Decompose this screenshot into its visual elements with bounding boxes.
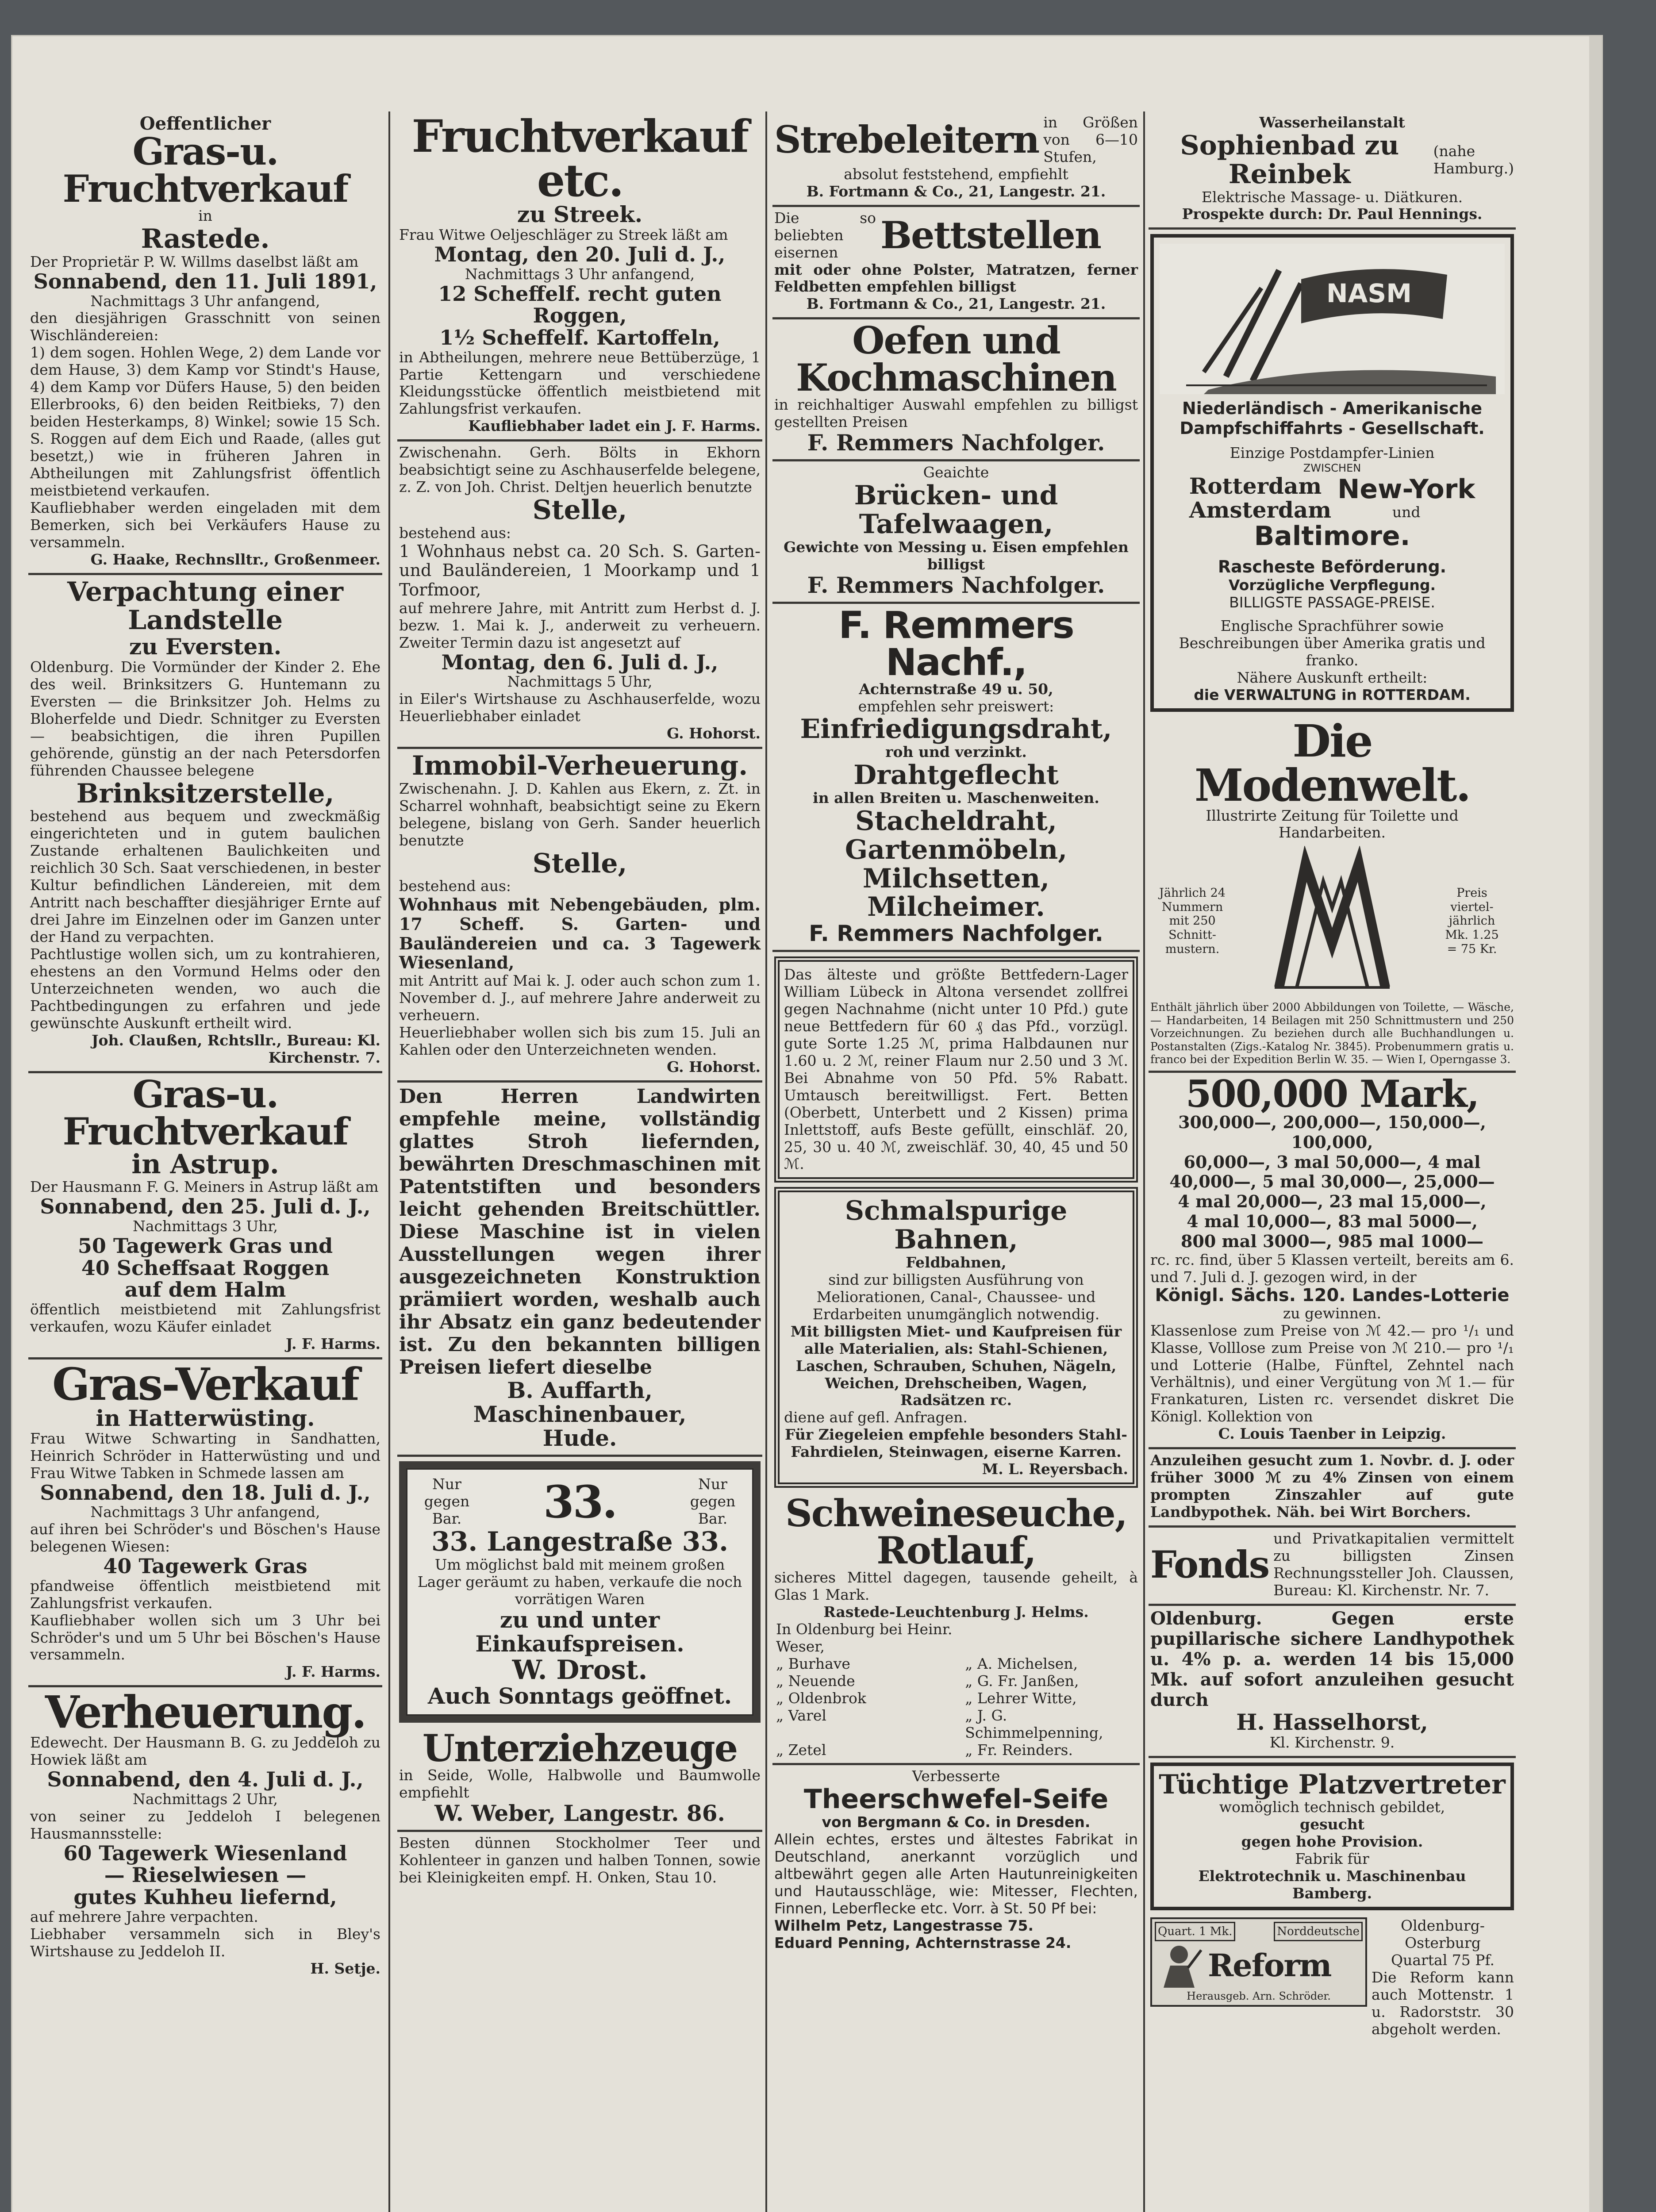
ad-text: pfandweise öffentlich meistbietend mit Zahlungsfrist verkaufen. — [30, 1577, 380, 1612]
ad-text: Geaichte — [923, 464, 989, 481]
ad-text: Nur gegen Bar. — [424, 1475, 470, 1528]
ad-title: Theerschwefel-Seife — [803, 1784, 1109, 1815]
ad-text: empfehlen sehr preiswert: — [858, 697, 1054, 715]
ad-text: gesucht — [1300, 1816, 1364, 1833]
ad-text: Heuerliebhaber wollen sich bis zum 15. Juli an Kahlen oder den Unterzeichneten wenden. — [399, 1023, 761, 1058]
ad-strebeleitern — [772, 111, 1140, 207]
table-cell: „ Zetel — [776, 1741, 826, 1759]
ad-text: Um möglichst bald mit meinem großen Lager geräumt zu haben, verkaufe die noch vorrätigen Waren — [417, 1555, 742, 1608]
ad-text: auf ihren bei Schröder's und Böschen's Hause belegenen Wiesen: — [30, 1521, 380, 1555]
ad-text: 4 mal 20,000—, 23 mal 15,000—, — [1178, 1191, 1487, 1212]
ad-text: Englische Sprachführer sowie Beschreibungen über Amerika gratis und franko. — [1179, 617, 1486, 669]
ad-text: rc. rc. find, über 5 Klassen verteilt, bereits am 6. und 7. Juli d. J. gezogen wird, in der — [1150, 1251, 1514, 1286]
ad-text: in allen Breiten u. Maschenweiten. — [813, 789, 1099, 806]
newspaper-page — [12, 36, 1602, 2212]
ad-theerschwefel-seife — [772, 1765, 1140, 1956]
table-cell: „ Neuende — [776, 1672, 855, 1690]
ad-date: Sonnabend, den 4. Juli d. J., — [47, 1767, 364, 1792]
ad-item: Milchsetten, — [862, 863, 1050, 894]
ad-subtitle: zu Streek. — [517, 201, 643, 227]
ad-text: Oldenburg. Die Vormünder der Kinder 2. Ehe des weil. Brinksitzers G. Huntemann zu Eversten — die Brinksitzer Joh. Helms zu Bloherfelde und Diedr. Schnitger zu Eversten — beabsichtigen, die ihren Pupillen gehörende, günstig an der nach Petersdorfen führenden Chaussee belegene — [30, 658, 380, 779]
ad-bettfedern — [774, 956, 1138, 1183]
ad-fonds — [1149, 1528, 1516, 1606]
ad-title: Verheuerung. — [45, 1686, 366, 1739]
ad-route: New-York — [1337, 474, 1475, 505]
ad-drost — [399, 1461, 761, 1723]
ad-title: Tüchtige Platzvertreter — [1159, 1769, 1506, 1800]
ad-text: Niederländisch - Amerikanische — [1182, 399, 1483, 419]
ad-title: Verpachtung einer Landstelle — [67, 576, 343, 636]
ad-title: Gras-u. Fruchtverkauf — [62, 1072, 348, 1153]
ad-bettstellen — [772, 207, 1140, 320]
ad-caption: Herausgeb. Arn. Schröder. — [1187, 1990, 1331, 2003]
ad-text: sicheres Mittel dagegen, tausende geheilt, à Glas 1 Mark. — [774, 1569, 1138, 1604]
column-3 — [772, 111, 1140, 2212]
ad-text: Einzige Postdampfer-Linien — [1230, 444, 1435, 462]
ad-badge: Norddeutsche — [1274, 1922, 1363, 1941]
ad-signature: H. Hasselhorst, — [1236, 1709, 1428, 1735]
ad-badge: Quart. 1 Mk. — [1155, 1922, 1235, 1941]
ad-item: Gartenmöbeln, — [845, 834, 1068, 865]
modenwelt-logo-icon — [1266, 846, 1399, 996]
ad-immobil-verheuerung — [397, 749, 762, 1083]
ad-text: öffentlich meistbietend mit Zahlungsfrist verkaufen, wozu Käufer einladet — [30, 1300, 380, 1335]
ad-text: Enthält jährlich über 2000 Abbildungen von Toilette, — Wäsche, — Handarbeiten, 14 Beilagen mit 250 Schnittmustern und 250 Vorzeichnungen. Zu beziehen durch alle Buchhandlungen u. Postanstalten (Zigs.-Katalog Nr. 3845). Probenummern gratis u. franco bei der Expedition Berlin W. 35. — Wien I, Operngasse 3. — [1150, 1001, 1514, 1066]
ad-gras-fruchtverkauf-rastede — [28, 111, 382, 575]
ad-waagen — [772, 461, 1140, 603]
ad-signature: F. Remmers Nachfolger. — [807, 430, 1105, 456]
ad-title: Bettstellen — [880, 213, 1101, 257]
ad-signature: H. Setje. — [310, 1959, 380, 1977]
ad-text: in Seide, Wolle, Halbwolle und Baumwolle empfiehlt — [399, 1767, 761, 1801]
ad-text: Besten dünnen Stockholmer Teer und Kohlenteer in ganzen und halben Tonnen, sowie bei Kleinigkeiten empf. H. Onken, Stau 10. — [399, 1834, 761, 1886]
ad-text: Der Hausmann F. G. Meiners in Astrup läßt am — [30, 1178, 379, 1196]
ad-text: Die so beliebten eisernen — [774, 209, 876, 261]
ad-title: Unterziehzeuge — [422, 1726, 738, 1770]
ad-text: 300,000—, 200,000—, 150,000—, — [1178, 1112, 1486, 1132]
ad-text: Zwischenahn. Gerh. Bölts in Ekhorn beabsichtigt seine zu Aschhauserfelde belegene, z. Z. von Joh. Christ. Deltjen heuerlich benutzte — [399, 444, 761, 496]
ad-text: auf mehrere Jahre verpachten. — [30, 1908, 258, 1925]
ad-text: absolut feststehend, empfiehlt — [844, 165, 1068, 183]
ad-text: Anzuleihen gesucht zum 1. Novbr. d. J. oder früher 3000 ℳ zu 4% Zinsen von einem prompten Zinszahler auf gute Landbypothek. Näh. bei Wirt Borchers. — [1150, 1452, 1514, 1521]
ad-signature: B. Fortmann & Co., 21, Langestr. 21. — [806, 182, 1106, 200]
table-row — [774, 1673, 1138, 1690]
ad-platzvertreter — [1150, 1763, 1514, 1910]
ad-stelle-zwischenahn — [397, 442, 762, 749]
ad-signature: J. F. Harms. — [285, 1335, 380, 1352]
ad-time: Nachmittags 5 Uhr, — [507, 673, 653, 691]
ad-text: mit Antritt auf Mai k. J. oder auch schon zum 1. November d. J., auf mehrere Jahre anderweit zu verheuern. — [399, 972, 761, 1024]
ad-landhypothek — [1149, 1606, 1516, 1758]
ship-illustration — [1158, 244, 1506, 394]
ad-date: Montag, den 20. Juli d. J., — [434, 242, 726, 266]
ad-text: mit oder ohne Polster, Matratzen, ferner Feldbetten empfehlen billigst — [774, 261, 1138, 296]
ad-signature: Kl. Kirchenstr. 9. — [1269, 1733, 1395, 1751]
ad-signature: W. Weber, Langestr. 86. — [434, 1800, 725, 1827]
reform-logo: Reform — [1208, 1947, 1331, 1984]
ad-verpachtung-landstelle — [28, 575, 382, 1073]
ad-time: Nachmittags 3 Uhr anfangend, — [90, 292, 320, 310]
ad-text: Nähere Auskunft ertheilt: — [1237, 668, 1428, 686]
ad-name: W. Drost. — [512, 1654, 648, 1686]
herald-figure-icon — [1155, 1941, 1203, 1990]
ad-text: Das älteste und größte Bettfedern-Lager William Lübeck in Altona versendet zollfrei gegen Nachnahme (nicht unter 10 Pfd.) gute neue Bettfedern für 60 ₰ das Pfd., vorzügl. gute Sorte 1.25 ℳ, prima Halbdaunen nur 1.60 u. 2 ℳ, reiner Flaum nur 2.50 und 3 ℳ. Bei Abnahme von 50 Pfd. 5% Rabatt. Umtausch bereitwilligst. Fert. Betten (Oberbett, Unterbett und 2 Kissen) prima Inlettstoff, aufs Beste gefüllt, einschläf. 20, 25, 30 u. 40 ℳ, zweischläf. 30, 40, 45 und 50 ℳ. — [784, 966, 1128, 1173]
column-2 — [397, 111, 762, 2212]
ad-heading: Stelle, — [532, 848, 627, 879]
ad-title: Die Modenwelt. — [1194, 714, 1470, 811]
ad-text: und Privatkapitalien vermittelt zu billigsten Zinsen Rechnungssteller Joh. Claussen, Bureau: Kl. Kirchenstr. Nr. 7. — [1273, 1529, 1514, 1599]
column-rule — [388, 111, 390, 2212]
ad-text: 4 mal 10,000—, 83 mal 5000—, — [1187, 1211, 1478, 1232]
ad-heading: Königl. Sächs. 120. Landes-Lotterie — [1155, 1285, 1510, 1306]
ad-text: auf mehrere Jahre, mit Antritt zum Herbst d. J. bezw. 1. Mai k. J., anderweit zu verheuern. Zweiter Termin dazu ist angesetzt auf — [399, 599, 761, 651]
ad-anzuleihen — [1149, 1449, 1516, 1528]
ad-text: Pachtlustige wollen sich, um zu kontrahieren, ehestens an den Vormund Helms oder den Unterzeichneten wenden, wo auch die Pachtbedingungen zu erfahren und jede gewünschte Auskunft ertheilt wird. — [30, 945, 380, 1032]
ad-item: Einfriedigungsdraht, — [800, 714, 1112, 745]
ad-title: Strebeleitern — [774, 118, 1039, 162]
ad-text: bestehend aus: — [399, 877, 511, 895]
ad-pretitle: Oeffentlicher — [139, 113, 271, 134]
ad-title: Brücken- und Tafelwaagen, — [854, 480, 1058, 540]
ad-text: sind zur billigsten Ausführung von Meliorationen, Canal-, Chaussee- und Erdarbeiten unumgänglich notwendig. — [812, 1271, 1100, 1323]
ad-text: mustern. — [1165, 942, 1220, 956]
table-row — [774, 1742, 1138, 1759]
ad-text: Vorzügliche Verpflegung. — [1228, 576, 1436, 594]
table-cell: „ Oldenbrok — [776, 1689, 866, 1707]
ad-nasm-shipping — [1150, 234, 1514, 711]
ad-signature: Wilhelm Petz, Langestrasse 75. — [774, 1916, 1034, 1934]
ad-signature: Eduard Penning, Achternstrasse 24. — [774, 1934, 1072, 1951]
ad-text: bestehend aus: — [399, 524, 511, 541]
ad-text: Klassenlose zum Preise von ℳ 42.— pro ¹/₁ und Klasse, Volllose zum Preise von ℳ 210.— pro ¹/₁ und Lotterie (Halbe, Fünftel, Zehntel nach Verhältnis), und einer Vergütung von ℳ 1.— für Frankaturen, Listen rc. versendet diskret Die Königl. Kollektion von — [1150, 1321, 1514, 1425]
ad-text: Allein echtes, erstes und ältestes Fabrikat in Deutschland, anerkannt vorzüglich und altbewährt gegen alle Arten Hautunreinigkeiten und Hautausschläge, wie: Mitesser, Flechten, Finnen, Leberflecke etc. Vorr. à St. 50 Pf bei: — [774, 1831, 1138, 1917]
ad-item: — Rieselwiesen — — [104, 1863, 307, 1887]
ad-text: roh und verzinkt. — [885, 743, 1027, 761]
ad-item: 40 Scheffsaat Roggen — [81, 1256, 330, 1280]
ad-text: diene auf gefl. Anfragen. — [784, 1409, 968, 1426]
table-row — [774, 1690, 1138, 1707]
ad-subtitle: Feldbahnen, — [906, 1253, 1007, 1271]
ad-text: Gewichte von Messing u. Eisen empfehlen billigst — [784, 538, 1129, 573]
ad-text: Oldenburg-Osterburg — [1401, 1917, 1485, 1952]
ad-text: Zwischenahn. J. D. Kahlen aus Ekern, z. Zt. in Scharrel wohnhaft, beabsichtigt seine zu Ekern belegene, bislang von Gerh. Sander heuerlich benutzte — [399, 780, 761, 849]
ad-text: von Bergmann & Co. in Dresden. — [822, 1813, 1091, 1831]
ad-date: Sonnabend, den 25. Juli d. J., — [40, 1194, 371, 1219]
table-cell: „ J. G. Schimmelpenning, — [965, 1706, 1103, 1741]
ad-title: 500,000 Mark, — [1185, 1071, 1479, 1116]
ad-signature: G. Hohorst. — [667, 725, 761, 742]
ad-text: 800 mal 3000—, 985 mal 1000— — [1180, 1231, 1484, 1251]
table-cell: „ A. Michelsen, — [965, 1655, 1078, 1672]
ad-item: gutes Kuhheu liefernd, — [73, 1885, 337, 1909]
ad-text: Frau Witwe Oeljeschläger zu Streek läßt am — [399, 226, 728, 243]
table-cell: „ Lehrer Witte, — [965, 1689, 1077, 1707]
ad-title: Immobil-Verheuerung. — [411, 750, 748, 782]
ad-text: Quartal 75 Pf. — [1391, 1951, 1495, 1969]
ad-subtitle: Illustrirte Zeitung für Toilette und Handarbeiten. — [1206, 806, 1459, 841]
ad-text: Preis — [1456, 886, 1487, 900]
table-row — [774, 1621, 1138, 1655]
ad-signature: F. Remmers Nachfolger. — [807, 572, 1105, 598]
ad-text: Rastede-Leuchtenburg J. Helms. — [823, 1603, 1089, 1621]
ad-text: jährlich — [1449, 914, 1495, 928]
column-4 — [1149, 111, 1516, 2212]
ad-oefen — [772, 319, 1140, 461]
ad-item: 12 Scheffelf. recht guten Roggen, — [438, 281, 722, 328]
ad-title: Sophienbad zu Reinbek — [1180, 130, 1399, 190]
ad-remmers — [772, 604, 1140, 952]
ad-subtitle: in Astrup. — [131, 1148, 279, 1180]
ad-title: Schmalspurige Bahnen, — [845, 1195, 1068, 1256]
ad-verheuerung — [28, 1687, 382, 1982]
ad-signature: J. F. Harms. — [285, 1663, 380, 1681]
ad-text: Den Herren Landwirten empfehle meine, vollständig glattes Stroh liefernden, bewährten Dreschmaschinen mit Patentstiften und besonders leicht gehenden Breitschüttler. Diese Maschine ist in vielen Ausstellungen wegen ihrer ausgezeichneten Konstruktion prämiiert worden, weshalb auch ihr Absatz ein ganz bedeutender ist. Zu den bekannten billigen Preisen liefert dieselbe — [399, 1085, 761, 1379]
page-edge — [1589, 36, 1602, 2212]
table-cell: „ G. Fr. Janßen, — [965, 1672, 1079, 1690]
ad-text: Kaufliebhaber wollen sich um 3 Uhr bei Schröder's und um 5 Uhr bei Böschen's Hause versammeln. — [30, 1611, 380, 1663]
ad-signature: B. Auffarth, Maschinenbauer, — [473, 1377, 687, 1428]
ad-date: Montag, den 6. Juli d. J., — [441, 650, 718, 674]
ad-time: Nachmittags 2 Uhr, — [132, 1790, 278, 1808]
ad-item: 40 Tagewerk Gras — [103, 1554, 307, 1578]
ad-address: 33. Langestraße 33. — [431, 1526, 729, 1557]
ad-text: von seiner zu Jeddeloh I belegenen Hausmannsstelle: — [30, 1807, 380, 1842]
ad-item: 50 Tagewerk Gras und — [77, 1233, 333, 1258]
ad-signature: Hude. — [542, 1425, 617, 1452]
ad-heading: Brinksitzerstelle, — [76, 778, 334, 809]
ad-text: Nur gegen Bar. — [690, 1475, 736, 1528]
ad-title: Oefen und Kochmaschinen — [796, 319, 1116, 400]
ad-text: Schnitt- — [1168, 928, 1216, 942]
steamship-icon — [1158, 244, 1506, 394]
ad-text: und — [1392, 503, 1421, 521]
table-cell — [963, 1621, 1138, 1655]
ad-text: Die Reform kann auch Mottenstr. 1 u. Radorststr. 30 abgeholt werden. — [1372, 1968, 1514, 2038]
ad-item: Stacheldraht, — [855, 805, 1057, 837]
ad-text: in reichhaltiger Auswahl empfehlen zu billigst gestellten Preisen — [774, 396, 1138, 431]
ad-text: in Abtheilungen, mehrere neue Bettüberzüge, 1 Partie Kettengarn und verschiedene Kleidungsstücke öffentlich meistbietend mit Zahlungsfrist verkaufen. — [399, 348, 761, 418]
ad-text: in — [198, 207, 212, 225]
ad-route: Baltimore. — [1254, 521, 1410, 552]
ad-text: in Eiler's Wirtshause zu Aschhauserfelde, wozu Heuerliebhaber einladet — [399, 690, 761, 725]
ad-text: Oldenburg. Gegen erste pupillarische sichere Landhypothek u. 4% p. a. werden 14 bis 15,000 Mk. auf sofort anzuleihen gesucht durch — [1150, 1608, 1514, 1710]
ad-dreschmaschinen — [397, 1083, 762, 1457]
ad-text: (nahe Hamburg.) — [1433, 142, 1514, 177]
ad-heading: Einkaufspreisen. — [475, 1630, 684, 1657]
ad-time: Nachmittags 3 Uhr anfangend, — [465, 265, 695, 283]
ad-date: Sonnabend, den 11. Juli 1891, — [33, 269, 377, 293]
ad-item: 1½ Scheffelf. Kartoffeln, — [439, 325, 720, 349]
ad-text: Frau Witwe Schwarting in Sandhatten, Heinrich Schröder in Hatterwüsting und und Frau Witwe Tabken in Schmede lassen am — [30, 1429, 380, 1482]
table-cell: „ Varel — [776, 1706, 826, 1724]
ad-text: = 75 Kr. — [1447, 942, 1497, 956]
ad-gras-verkauf — [28, 1359, 382, 1688]
ad-text: 40,000—, 5 mal 30,000—, 25,000— — [1169, 1171, 1495, 1192]
ad-lotterie — [1149, 1073, 1516, 1449]
ad-text: Elektrische Massage- u. Diätkuren. — [1201, 188, 1463, 206]
ad-item: 60 Tagewerk Wiesenland — [63, 1841, 347, 1865]
ad-title: Gras-Verkauf — [52, 1358, 358, 1410]
ad-text: viertel- — [1450, 900, 1494, 914]
ad-time: Nachmittags 3 Uhr, — [132, 1217, 278, 1235]
ad-item: auf dem Halm — [124, 1278, 286, 1302]
ad-reform — [1149, 1915, 1516, 2043]
ad-text: BILLIGSTE PASSAGE-PREISE. — [1229, 593, 1435, 611]
ad-address: Achternstraße 49 u. 50, — [859, 680, 1053, 698]
ad-text: Prospekte durch: Dr. Paul Hennings. — [1182, 205, 1483, 223]
ad-text: ZWISCHEN — [1303, 462, 1361, 474]
ad-text: 60,000—, 3 mal 50,000—, 4 mal — [1183, 1152, 1481, 1172]
ad-text: Liebhaber versammeln sich in Bley's Wirtshause zu Jeddeloh II. — [30, 1925, 380, 1960]
ad-text: mit 250 — [1169, 914, 1216, 928]
ad-text: Mk. 1.25 — [1445, 928, 1499, 942]
ad-modenwelt — [1149, 716, 1516, 1073]
ad-signature: M. L. Reyersbach. — [982, 1460, 1128, 1478]
ad-signature: C. Louis Taenber in Leipzig. — [1218, 1425, 1446, 1443]
ad-title: Fruchtverkauf etc. — [411, 111, 748, 207]
ad-text: Kaufliebhaber werden eingeladen mit dem Bemerken, sich bei Verkäufers Hause zu versammeln. — [30, 499, 380, 551]
column-rule — [765, 111, 767, 2212]
table-cell: „ Burhave — [776, 1655, 850, 1672]
ad-title: F. Remmers Nachf., — [838, 603, 1074, 684]
ad-title: Fonds — [1150, 1542, 1269, 1586]
ad-signature: Kaufliebhaber ladet ein J. F. Harms. — [468, 417, 761, 435]
ad-footer: Auch Sonntags geöffnet. — [427, 1683, 732, 1709]
ad-gras-fruchtverkauf-astrup — [28, 1073, 382, 1359]
ad-signature: G. Hohorst. — [667, 1058, 761, 1075]
ad-text: Edewecht. Der Hausmann B. G. zu Jeddeloh zu Howiek läßt am — [30, 1734, 380, 1769]
ad-text: Dampfschiffahrts - Gesellschaft. — [1180, 419, 1485, 438]
ad-route: Amsterdam — [1189, 497, 1332, 523]
ad-text: Für Ziegeleien empfehle besonders Stahl-Fahrdielen, Steinwagen, eiserne Karren. — [784, 1426, 1127, 1461]
ad-text: 100,000, — [1291, 1132, 1373, 1152]
ad-subtitle: zu Eversten. — [129, 634, 282, 660]
flag-text: NASM — [1326, 278, 1412, 309]
ad-teer — [397, 1832, 762, 1891]
ad-text: 1) dem sogen. Hohlen Wege, 2) dem Lande vor dem Hause, 3) dem Kamp vor Stindt's Hause, 4) dem Kamp vor Düfers Hause, 5) den beiden Ellerbrooks, 6) den beiden Reitbieks, 7) den beiden Hesterkamps, 8) Winkel; sowie 15 Sch. S. Roggen auf dem Eich und Raade, (alles gut besetzt,) wie in früheren Jahren in Abtheilungen mit Zahlungsfrist öffentlich meistbietend verkaufen. — [30, 344, 380, 499]
ad-title: Gras-u. Fruchtverkauf — [62, 130, 348, 211]
table-cell: „ Fr. Reinders. — [965, 1741, 1073, 1759]
ad-sophienbad — [1149, 111, 1516, 230]
table-row — [774, 1707, 1138, 1742]
ad-title: Rotlauf, — [876, 1528, 1036, 1573]
ad-subtitle: in Hatterwüsting. — [96, 1405, 315, 1431]
ad-heading: zu und unter — [499, 1606, 660, 1633]
table-row — [774, 1655, 1138, 1673]
ad-text: Mit billigsten Miet- und Kaufpreisen für alle Materialien, als: Stahl-Schienen, Laschen, Schrauben, Schuhen, Nägeln, Weichen, Drehscheiben, Wagen, Radsätzen rc. — [790, 1322, 1122, 1409]
ad-text: gegen hohe Provision. — [1241, 1833, 1423, 1851]
ad-signature: Joh. Claußen, Rchtsllr., Bureau: Kl. Kirchenstr. 7. — [91, 1031, 380, 1066]
ad-text: womöglich technisch gebildet, — [1219, 1798, 1445, 1816]
ad-text: Rascheste Beförderung. — [1218, 557, 1447, 577]
ad-text: zu gewinnen. — [1283, 1304, 1382, 1322]
ad-route: Rotterdam — [1189, 473, 1322, 499]
ad-heading: Stelle, — [532, 495, 627, 526]
ad-text: die VERWALTUNG in ROTTERDAM. — [1194, 686, 1471, 703]
table-cell: In Oldenburg bei Heinr. Weser, — [776, 1620, 953, 1655]
ad-schmalspurige-bahnen — [774, 1187, 1138, 1488]
ad-text: in Größen von 6—10 Stufen, — [1043, 114, 1138, 165]
ad-signature: F. Remmers Nachfolger. — [809, 921, 1103, 947]
ad-text: Elektrotechnik u. Maschinenbau Bamberg. — [1198, 1867, 1466, 1902]
ad-fruchtverkauf-streek — [397, 111, 762, 442]
ad-text: Jährlich 24 — [1159, 886, 1226, 900]
ad-signature: G. Haake, Rechnslltr., Großenmeer. — [90, 550, 380, 568]
ad-text: bestehend aus bequem und zweckmäßig eingerichteten und in gutem baulichen Zustande erhaltenen Baulichkeiten und reichlich 30 Sch. Saat verschiedenen, in bester Kultur befindlichen Ländereien, mit dem Antritt nach beschaffter diesjähriger Ernte auf drei Jahre im Einzelnen oder im Ganzen unter der Hand zu verpachten. — [30, 807, 380, 946]
column-1 — [28, 111, 382, 2212]
ad-title: Schweineseuche, — [785, 1491, 1127, 1536]
dealer-table — [774, 1621, 1138, 1759]
ad-time: Nachmittags 3 Uhr anfangend, — [90, 1503, 320, 1521]
ad-date: Sonnabend, den 18. Juli d. J., — [40, 1480, 371, 1505]
ad-text: Fabrik für — [1295, 1850, 1369, 1868]
ad-text: den diesjährigen Grasschnitt von seinen Wischländereien: — [30, 309, 380, 344]
ad-text: Wohnhaus mit Nebengebäuden, plm. 17 Scheff. S. Garten- und Bauländereien und ca. 3 Tagewerk Wiesenland, — [399, 895, 761, 973]
ad-schweineseuche — [772, 1492, 1140, 1765]
ad-text: 1 Wohnhaus nebst ca. 20 Sch. S. Garten- und Bauländereien, 1 Moorkamp und 1 Torfmoor, — [399, 541, 761, 600]
ad-text: Der Proprietär P. W. Willms daselbst läßt am — [30, 253, 359, 270]
ad-text: Wasserheilanstalt — [1259, 114, 1405, 131]
ad-signature: B. Fortmann & Co., 21, Langestr. 21. — [806, 295, 1106, 313]
ad-unterziehzeuge — [397, 1727, 762, 1832]
ad-number: 33. — [543, 1475, 616, 1528]
ad-item: Drahtgeflecht — [853, 760, 1059, 791]
column-rule — [1143, 111, 1145, 2212]
ad-text: Verbesserte — [912, 1767, 1000, 1785]
ad-text: Nummern — [1161, 900, 1223, 914]
ad-item: Milcheimer. — [867, 891, 1045, 923]
ad-place: Rastede. — [141, 223, 270, 255]
